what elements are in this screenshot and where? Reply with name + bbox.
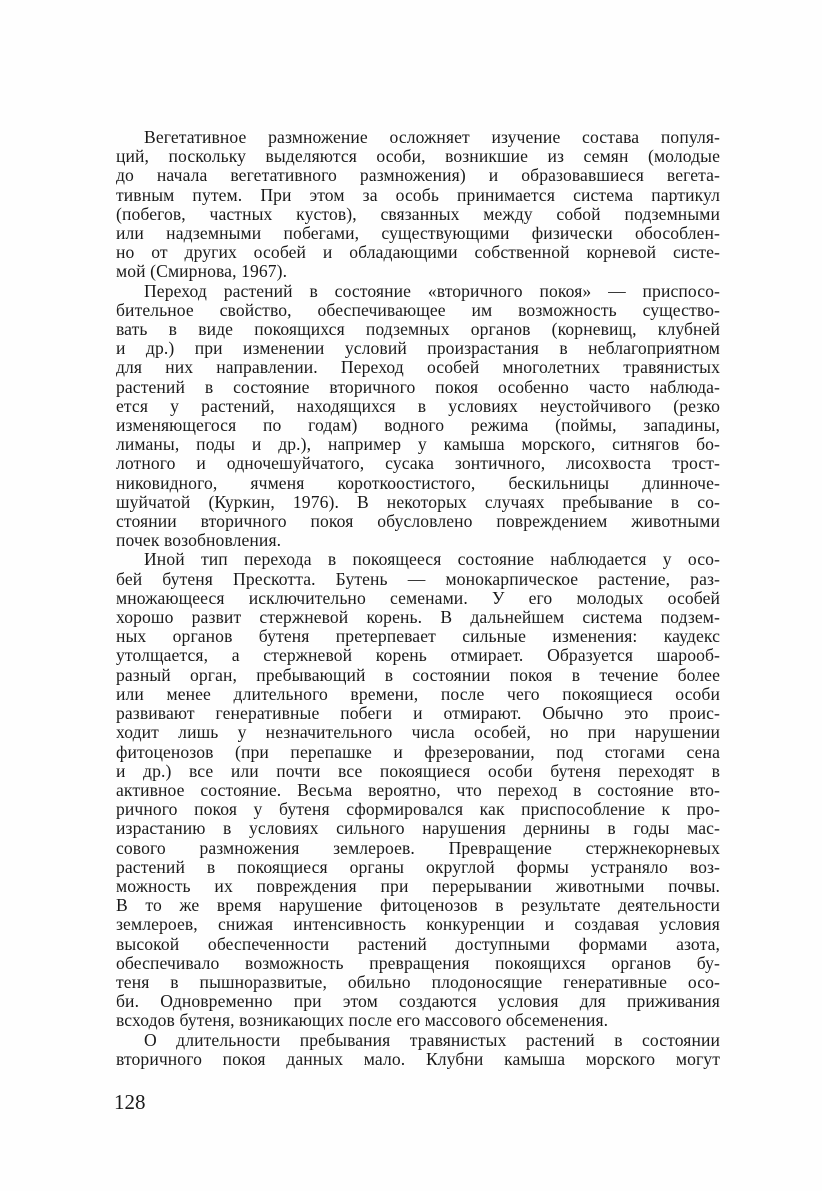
text-line: можность их повреждения при перерывании животными почвы. [116,875,720,896]
text-line: изменяющегося по годам) водного режима (поймы, западины, [116,415,720,436]
text-line: развивают генеративные побеги и отмирают. Обычно это проис- [116,703,720,724]
paragraph [116,128,720,282]
text-line: утолщается, а стержневой корень отмирает. Образуется шарооб- [116,645,720,666]
text-line: би. Одновременно при этом создаются условия для приживания [116,991,720,1012]
text-line: землероев, снижая интенсивность конкуренции и создавая условия [116,914,720,935]
text-line: или надземными побегами, существующими физически обособлен- [116,223,720,244]
text-line: активное состояние. Весьма вероятно, что переход в состояние вто- [116,779,720,800]
text-line: шуйчатой (Куркин, 1976). В некоторых случаях пребывание в со- [116,491,720,512]
text-line: лиманы, поды и др.), например у камыша морского, ситнягов бо- [116,434,720,455]
text-line: до начала вегетативного размножения) и образовавшиеся вегета- [116,165,720,186]
text-line: фитоценозов (при перепашке и фрезеровании, под стогами сена [116,741,720,762]
text-line: всходов бутеня, возникающих после его массового обсеменения. [116,1010,609,1031]
text-line: израстанию в условиях сильного нарушения дернины в годы мас- [116,818,720,839]
text-line: (побегов, частных кустов), связанных между собой подземными [116,203,720,224]
text-line: теня в пышноразвитые, обильно плодоносящие генеративные осо- [116,971,720,992]
text-line: Вегетативное размножение осложняет изучение состава популя- [144,127,720,147]
text-line: ричного покоя у бутеня сформировался как приспособление к про- [116,799,720,820]
text-line: бительное свойство, обеспечивающее им возможность существо- [116,299,720,320]
text-line: ходит лишь у незначительного числа особей, но при нарушении [116,722,720,743]
text-line: сового размножения землероев. Превращение стержнекорневых [116,837,720,858]
paragraph [116,1031,720,1069]
text-line: растений в покоящиеся органы округлой формы устраняло воз- [116,856,720,877]
page-number: 128 [114,1090,146,1114]
text-line: мой (Смирнова, 1967). [116,261,288,282]
text-line: или менее длительного времени, после чего покоящиеся особи [116,683,720,704]
text-line: ных органов бутеня претерпевает сильные изменения: каудекс [116,626,720,647]
text-line: множающееся исключительно семенами. У его молодых особей [116,587,720,608]
text-line: для них направлении. Переход особей многолетних травянистых [116,357,720,378]
text-line: ется у растений, находящихся в условиях неустойчивого (резко [116,395,720,416]
text-line: вторичного покоя данных мало. Клубни камыша морского могут [116,1048,720,1069]
text-line: и др.) при изменении условий произрастания в неблагоприятном [116,338,720,359]
text-line: но от других особей и обладающими собственной корневой систе- [116,242,720,263]
text-line: вать в виде покоящихся подземных органов (корневищ, клубней [116,319,720,340]
text-line: тивным путем. При этом за особь принимается система партикул [116,184,720,205]
text-line: хорошо развит стержневой корень. В дальнейшем система подзем- [116,607,720,628]
body-text [116,128,720,1069]
paragraph [116,282,720,551]
text-line: обеспечивало возможность превращения покоящихся органов бу- [116,952,720,973]
text-line: бей бутеня Прескотта. Бутень — монокарпическое растение, раз- [116,568,720,589]
text-line: Переход растений в состояние «вторичного покоя» — приспосо- [144,280,720,301]
text-line: никовидного, ячменя короткоостистого, бескильницы длинноче- [116,472,720,493]
text-line: В то же время нарушение фитоценозов в результате деятельности [116,895,720,916]
text-line: и др.) все или почти все покоящиеся особи бутеня переходят в [116,760,720,781]
text-line: высокой обеспеченности растений доступными формами азота, [116,933,720,954]
text-line: почек возобновления. [116,530,282,551]
paragraph [116,550,720,1030]
text-line: стоянии вторичного покоя обусловлено повреждением животными [116,511,720,532]
text-line: Иной тип перехода в покоящееся состояние наблюдается у осо- [144,549,720,570]
text-line: О длительности пребывания травянистых растений в состоянии [144,1029,720,1050]
text-line: лотного и одночешуйчатого, сусака зонтичного, лисохвоста трост- [116,453,720,474]
text-line: разный орган, пребывающий в состоянии покоя в течение более [116,664,720,685]
text-line: ций, поскольку выделяются особи, возникшие из семян (молодые [116,146,720,167]
text-line: растений в состояние вторичного покоя особенно часто наблюда- [116,376,720,397]
